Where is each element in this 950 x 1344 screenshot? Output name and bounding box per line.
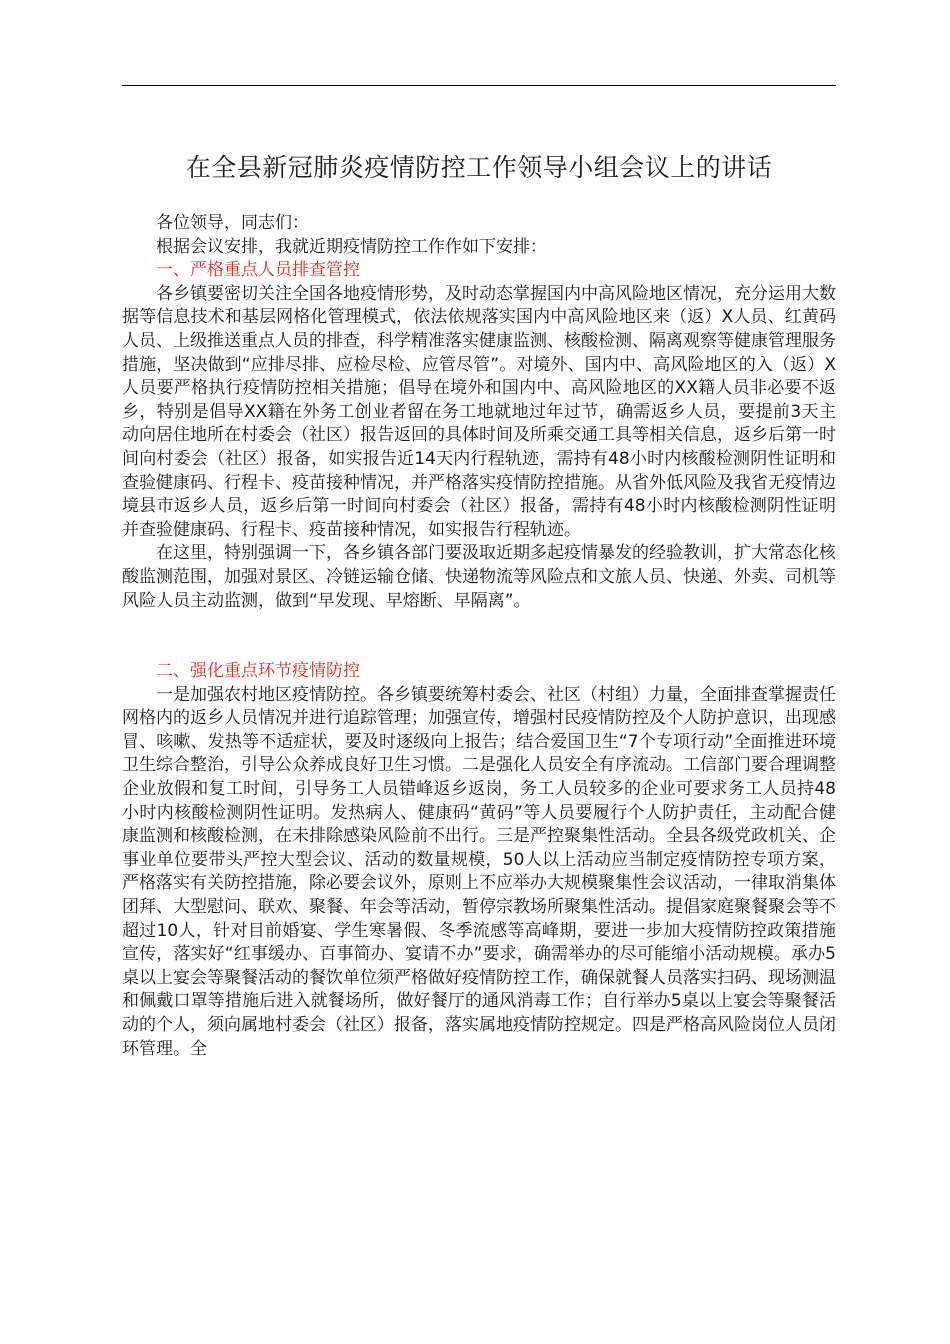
section-2-paragraph-1: 一是加强农村地区疫情防控。各乡镇要统筹村委会、社区（村组）力量，全面排查掌握责任网格内的返乡人员情况并进行追踪管理；加强宣传，增强村民疫情防控及个人防护意识，出现感冒、咳嗽、发热等不适症状，要及时逐级向上报告；结合爱国卫生“7个专项行动”全面推进环境卫生综合整治，引导公众养成良好卫生习惯。二是强化人员安全有序流动。工信部门要合理调整企业放假和复工时间，引导务工人员错峰返乡返岗，务工人员较多的企业可要求务工人员持48小时内核酸检测阴性证明。发热病人、健康码“黄码”等人员要履行个人防护责任，主动配合健康监测和核酸检测，在未排除感染风险前不出行。三是严控聚集性活动。全县各级党政机关、企事业单位要带头严控大型会议、活动的数量规模，50人以上活动应当制定疫情防控专项方案，严格落实有关防控措施，除必要会议外，原则上不应举办大规模聚集性会议活动，一律取消集体团拜、大型慰问、联欢、聚餐、年会等活动，暂停宗教场所聚集性活动。提倡家庭聚餐聚会等不超过10人，针对目前婚宴、学生寒暑假、冬季流感等高峰期，要进一步加大疫情防控政策措施宣传，落实好“红事缓办、百事简办、宴请不办”要求，确需举办的尽可能缩小活动规模。承办5桌以上宴会等聚餐活动的餐饮单位须严格做好疫情防控工作，确保就餐人员落实扫码、现场测温和佩戴口罩等措施后进入就餐场所，做好餐厅的通风消毒工作；自行举办5桌以上宴会等聚餐活动的个人，须向属地村委会（社区）报备，落实属地疫情防控规定。四是严格高风险岗位人员闭环管理。全 — [122, 684, 836, 1059]
section-1-paragraph-2: 在这里，特别强调一下，各乡镇各部门要汲取近期多起疫情暴发的经验教训，扩大常态化核酸监测范围，加强对景区、冷链运输仓储、快递物流等风险点和文旅人员、快递、外卖、司机等风险人员主动监测，做到“早发现、早熔断、早隔离”。 — [122, 543, 836, 611]
header-rule — [122, 85, 836, 86]
section-heading-1: 一、严格重点人员排查管控 — [156, 260, 360, 281]
section-heading-2: 二、强化重点环节疫情防控 — [156, 661, 360, 682]
page-title: 在全县新冠肺炎疫情防控工作领导小组会议上的讲话 — [185, 153, 773, 182]
document-body — [122, 212, 836, 1061]
section-1-paragraph-1: 各乡镇要密切关注全国各地疫情形势，及时动态掌握国内中高风险地区情况，充分运用大数据等信息技术和基层网格化管理模式，依法依规落实国内中高风险地区来（返）X人员、红黄码人员、上级推送重点人员的排查，科学精准落实健康监测、核酸检测、隔离观察等健康管理服务措施，坚决做到“应排尽排、应检尽检、应管尽管”。对境外、国内中、高风险地区的入（返）X人员要严格执行疫情防控相关措施；倡导在境外和国内中、高风险地区的XX籍人员非必要不返乡，特别是倡导XX籍在外务工创业者留在务工地就地过年过节，确需返乡人员，要提前3天主动向居住地所在村委会（社区）报告返回的具体时间及所乘交通工具等相关信息，返乡后第一时间向村委会（社区）报备，如实报告近14天内行程轨迹，需持有48小时内核酸检测阴性证明和查验健康码、行程卡、疫苗接种情况，并严格落实疫情防控措施。从省外低风险及我省无疫情边境县市返乡人员，返乡后第一时间向村委会（社区）报备，需持有48小时内核酸检测阴性证明并查验健康码、行程卡、疫苗接种情况，如实报告行程轨迹。 — [122, 283, 836, 540]
salutation: 各位领导，同志们： — [156, 213, 309, 233]
intro-paragraph: 根据会议安排，我就近期疫情防控工作作如下安排： — [156, 236, 547, 257]
section-spacer — [122, 613, 836, 660]
